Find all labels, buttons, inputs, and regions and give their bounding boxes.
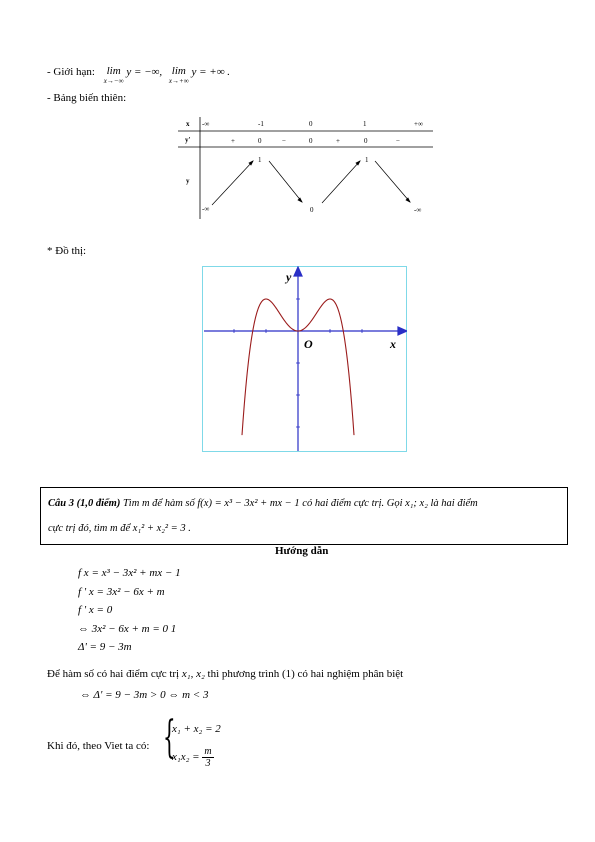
- table-title: - Bảng biến thiên:: [47, 92, 127, 104]
- question-text: để: [120, 523, 131, 534]
- condition-text: Để hàm số có hai điểm cực trị: [47, 668, 180, 680]
- table-yp-value: 0: [258, 137, 262, 145]
- question-vars: x₁; x₂: [405, 498, 428, 509]
- limit-expr-1: y = −∞,: [126, 66, 163, 78]
- limit-plus-infinity: [169, 66, 189, 85]
- table-y-value: 0: [310, 206, 314, 214]
- table-x-value: +∞: [414, 120, 423, 128]
- question-condition: x₁² + x₂² = 3 .: [132, 523, 191, 534]
- origin-label: O: [304, 337, 313, 351]
- limits-prefix: - Giới hạn:: [47, 66, 95, 78]
- table-y-value: -∞: [202, 205, 210, 213]
- question-line-1: [48, 498, 478, 509]
- solution-step: Δ' = 9 − 3m: [78, 641, 132, 653]
- condition-text: thì phương trình: [207, 668, 280, 680]
- variation-table: [178, 113, 434, 221]
- fraction-numerator: m: [204, 746, 212, 757]
- y-axis-label: y: [286, 270, 292, 284]
- x-axis-label: x: [390, 337, 396, 351]
- table-y-value: -∞: [414, 206, 422, 214]
- solution-step: f x = x³ − 3x² + mx − 1: [78, 567, 181, 579]
- solution-heading: Hướng dẫn: [275, 545, 329, 557]
- question-var: m: [110, 523, 118, 534]
- condition-text: có hai nghiệm phân biệt: [297, 668, 404, 680]
- lim-subscript: x→+∞: [168, 77, 189, 85]
- table-y-value: 1: [365, 156, 369, 164]
- table-yp-sign: +: [231, 137, 235, 145]
- viet-sum: x₁ + x₂ = 2: [172, 723, 221, 735]
- condition-vars: x₁, x₂: [181, 668, 205, 680]
- question-var: m: [141, 498, 150, 509]
- table-y-value: 1: [258, 156, 262, 164]
- question-text: là hai điểm: [430, 498, 478, 509]
- question-number: Câu 3 (1,0 điểm): [48, 498, 121, 509]
- limit-minus-infinity: [104, 66, 124, 85]
- table-yp-sign: −: [282, 137, 286, 145]
- viet-product: [172, 746, 214, 769]
- limits-line: [47, 66, 230, 85]
- arrow-head: [298, 198, 302, 202]
- x-axis-arrow: [398, 327, 407, 335]
- table-yp-value: 0: [309, 137, 313, 145]
- decreasing-arrow: [375, 161, 410, 202]
- condition-line: [47, 668, 403, 680]
- solution-step: ⇔ 3x² − 6x + m = 0 1: [78, 623, 177, 635]
- graph-title: * Đồ thị:: [47, 245, 87, 257]
- condition-result: ⇔ Δ' = 9 − 3m > 0 ⇔ m < 3: [80, 689, 209, 701]
- question-function: f(x) = x³ − 3x² + mx − 1: [197, 498, 300, 509]
- question-text: để hàm số: [152, 498, 195, 509]
- table-x-value: 1: [363, 120, 367, 128]
- table-y-label: y: [186, 177, 190, 185]
- lim-word: lim: [171, 65, 186, 77]
- question-line-2: [48, 523, 191, 534]
- graph-frame: [203, 267, 407, 452]
- fraction-denominator: 3: [205, 758, 211, 769]
- lim-subscript: x→−∞: [103, 77, 124, 85]
- table-yp-label: y': [185, 136, 191, 144]
- decreasing-arrow: [269, 161, 302, 202]
- arrow-head: [406, 198, 410, 202]
- function-graph: [202, 266, 407, 452]
- table-x-value: -∞: [202, 120, 210, 128]
- question-box: [40, 487, 568, 545]
- table-yp-sign: +: [336, 137, 340, 145]
- solution-step: f ' x = 0: [78, 604, 113, 616]
- viet-label: Khi đó, theo Viet ta có:: [47, 740, 150, 752]
- increasing-arrow: [322, 161, 360, 203]
- viet-product-lhs: x₁x₂ =: [172, 751, 200, 764]
- table-x-value: 0: [309, 120, 313, 128]
- table-yp-value: 0: [364, 137, 368, 145]
- viet-fraction: [202, 746, 213, 769]
- y-axis-arrow: [294, 267, 302, 276]
- table-yp-sign: −: [396, 137, 400, 145]
- solution-step: f ' x = 3x² − 6x + m: [78, 586, 165, 598]
- lim-word: lim: [106, 65, 121, 77]
- question-text: Tìm: [122, 498, 140, 509]
- table-x-value: -1: [258, 120, 264, 128]
- limit-expr-2: y = +∞ .: [191, 66, 231, 78]
- condition-eq-ref: (1): [281, 668, 295, 680]
- question-text: cực trị đó, tìm: [48, 523, 108, 534]
- system-brace: {: [163, 712, 176, 763]
- question-text: có hai điểm cực trị. Gọi: [302, 498, 403, 509]
- table-x-label: x: [186, 120, 190, 128]
- increasing-arrow: [212, 161, 253, 205]
